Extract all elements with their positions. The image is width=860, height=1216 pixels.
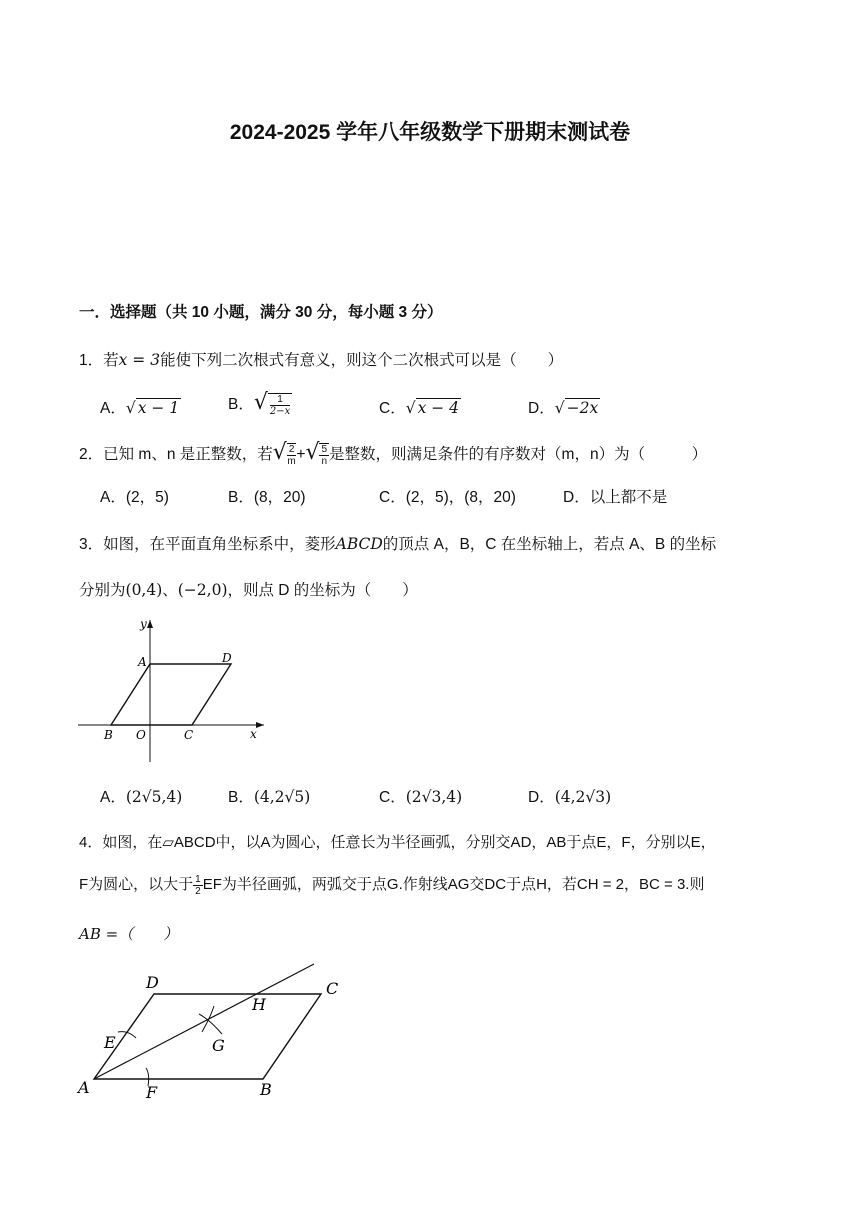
q4-label-b: B <box>260 1080 272 1099</box>
q4-label-c: C <box>326 979 339 998</box>
q1-option-c: C．√ x − 4 <box>379 399 460 417</box>
q1-option-a: A．√ x − 1 <box>100 399 180 417</box>
q1-condition: x = 3 <box>118 351 161 369</box>
q2-option-c: C．(2，5)，(8，20) <box>379 489 516 506</box>
question-4-line-3: AB =（ ） <box>79 925 179 943</box>
q3-option-c: C．(2√3,4) <box>379 788 463 806</box>
q1-prefix: 1．若 <box>79 352 119 369</box>
section-heading: 一．选择题（共 10 小题，满分 30 分，每小题 3 分） <box>79 304 443 321</box>
q1-suffix: 能使下列二次根式有意义，则这个二次根式可以是（ ） <box>160 352 564 369</box>
q2-option-d: D．以上都不是 <box>563 489 668 506</box>
question-4-line-1: 4．如图，在▱ABCD中，以A为圆心，任意长为半径画弧，分别交AD，AB于点E，F，分别以E， <box>79 834 716 851</box>
q3-option-d: D．(4,2√3) <box>528 788 612 806</box>
q3-label-y: y <box>140 617 147 631</box>
q3-option-b: B．(4,2√5) <box>228 788 311 806</box>
q4-label-a: A <box>78 1078 90 1097</box>
q4-label-e: E <box>104 1033 116 1052</box>
q4-label-g: G <box>212 1036 225 1055</box>
q4-label-f: F <box>146 1083 158 1102</box>
q3-label-b: B <box>104 728 113 742</box>
page-title: 2024-2025 学年八年级数学下册期末测试卷 <box>229 121 631 144</box>
q3-label-o: O <box>136 728 146 742</box>
q1-option-b: B．√ $\frac{1}{2-x}$ <box>228 390 291 417</box>
q3-coordinate-figure <box>74 612 274 772</box>
q4-label-d: D <box>146 973 159 992</box>
q3-label-d: D <box>222 651 232 665</box>
q1-option-d: D．√ −2x <box>528 399 599 417</box>
q4-parallelogram-figure <box>74 958 364 1108</box>
q3-label-a: A <box>138 655 147 669</box>
q3-option-a: A．(2√5,4) <box>100 788 183 806</box>
q4-label-h: H <box>252 995 266 1014</box>
question-3-line-2: 分别为(0,4)、(−2,0)，则点 D 的坐标为（ ） <box>79 581 418 599</box>
q3-label-c: C <box>184 728 194 742</box>
question-2: 2．已知 m、n 是正整数，若√ $\frac{2}{m}$ +√ $\frac{5}{n}$ 是整数，则满足条件的有序数对（m，n）为（ ） <box>79 440 708 467</box>
q2-option-b: B．(8，20) <box>228 489 306 506</box>
q2-option-a: A．(2，5) <box>100 489 169 506</box>
q3-label-x: x <box>250 727 257 741</box>
question-1 <box>79 348 563 370</box>
question-3-line-1: 3．如图，在平面直角坐标系中，菱形ABCD的顶点 A，B，C 在坐标轴上，若点 A、B 的坐标 <box>79 535 717 553</box>
question-4-line-2: F为圆心，以大于 $\frac{1}{2}$ EF为半径画弧，两弧交于点G.作射线AG交DC于点H，若CH = 2，BC = 3.则 <box>79 873 705 897</box>
